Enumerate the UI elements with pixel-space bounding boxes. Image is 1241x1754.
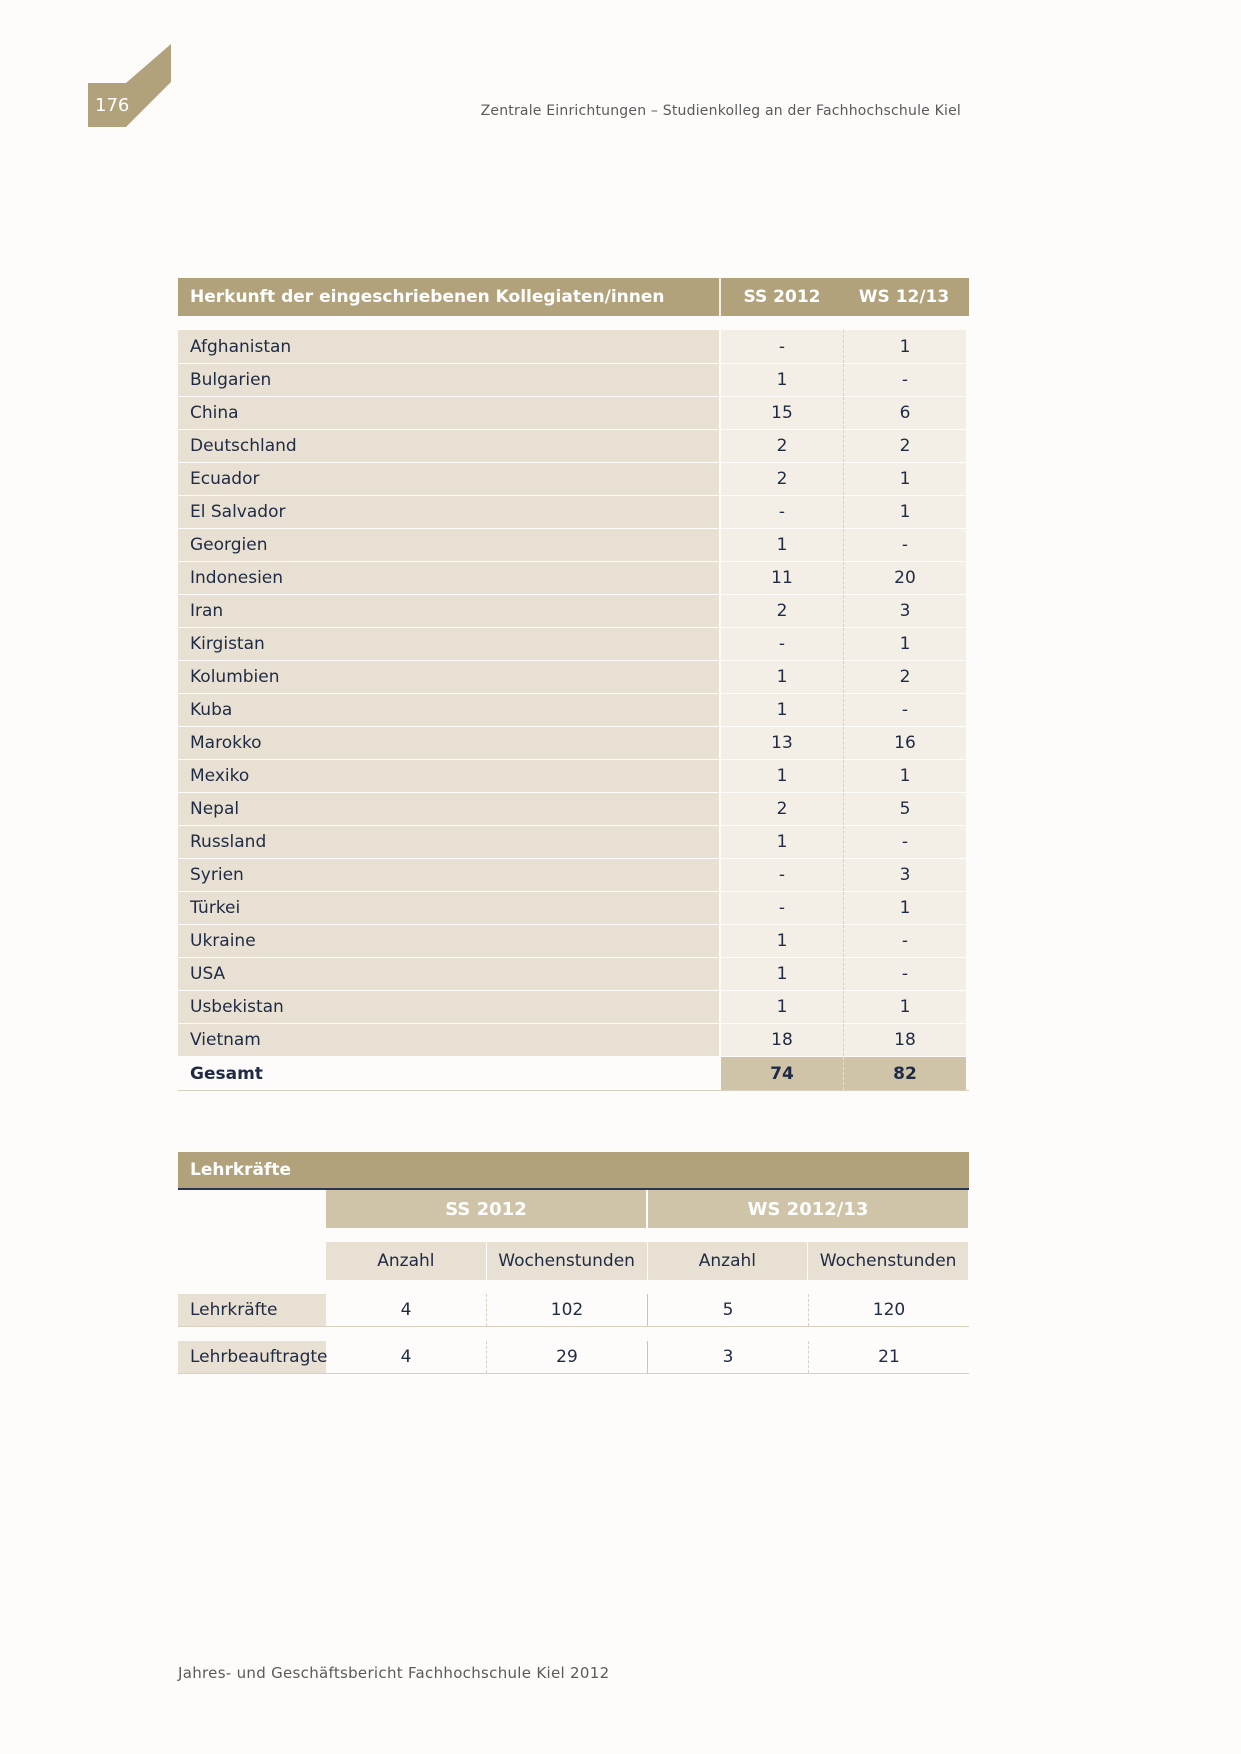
ss-value: 2: [721, 793, 844, 825]
row-label: Lehrkräfte: [178, 1294, 326, 1326]
ss-value: 2: [721, 430, 844, 462]
table-row: [178, 364, 969, 397]
ss-value: 1: [721, 661, 844, 693]
teachers-table-title: Lehrkräfte: [178, 1152, 969, 1190]
table-row: [178, 430, 969, 463]
country-name: USA: [178, 958, 721, 990]
ws-value: 1: [844, 463, 966, 495]
ws-value: 2: [844, 430, 966, 462]
table-row: [178, 463, 969, 496]
country-name: Nepal: [178, 793, 721, 825]
period-header: WS 2012/13: [648, 1190, 968, 1228]
ws-value: 3: [844, 595, 966, 627]
ss-value: 1: [721, 529, 844, 561]
origin-table: [178, 278, 969, 1091]
country-name: Mexiko: [178, 760, 721, 792]
table-row: [178, 397, 969, 430]
table-row: [178, 826, 969, 859]
country-name: Iran: [178, 595, 721, 627]
total-ws: 82: [844, 1057, 966, 1090]
country-name: China: [178, 397, 721, 429]
ws-value: -: [844, 694, 966, 726]
country-name: El Salvador: [178, 496, 721, 528]
table-cell: 120: [872, 1300, 906, 1320]
table-row: [178, 925, 969, 958]
column-header-ss2012: SS 2012: [743, 287, 821, 307]
table-cell: 5: [648, 1294, 809, 1326]
country-name: Syrien: [178, 859, 721, 891]
ss-value: 13: [721, 727, 844, 759]
ws-value: 1: [844, 628, 966, 660]
ws-value: 1: [844, 330, 966, 363]
running-header: Zentrale Einrichtungen – Studienkolleg an der Fachhochschule Kiel: [480, 103, 961, 119]
ws-value: 3: [844, 859, 966, 891]
total-ss: 74: [721, 1057, 844, 1090]
table-row: [178, 958, 969, 991]
table-row: [178, 892, 969, 925]
ss-value: 11: [721, 562, 844, 594]
table-cell: 102: [487, 1294, 648, 1326]
country-name: Deutschland: [178, 430, 721, 462]
ws-value: -: [844, 958, 966, 990]
ws-value: 18: [844, 1024, 966, 1056]
ws-value: -: [844, 364, 966, 396]
ss-value: 1: [721, 925, 844, 957]
table-row: [178, 793, 969, 826]
ss-value: 2: [721, 463, 844, 495]
country-name: Kuba: [178, 694, 721, 726]
ws-value: 1: [844, 760, 966, 792]
row-label: Lehrbeauftragte: [178, 1341, 326, 1373]
table-row: [178, 859, 969, 892]
ss-value: 18: [721, 1024, 844, 1056]
table-row: [178, 760, 969, 793]
origin-table-body: [178, 330, 969, 1057]
table-cell: 3: [648, 1341, 809, 1373]
table-row: [178, 991, 969, 1024]
ss-value: -: [721, 330, 844, 363]
page-number: 176: [95, 95, 130, 116]
origin-table-header: [178, 278, 969, 316]
country-name: Russland: [178, 826, 721, 858]
table-row: [178, 694, 969, 727]
table-row: [178, 529, 969, 562]
table-row: [178, 1341, 969, 1374]
total-label: Gesamt: [178, 1057, 721, 1090]
ws-value: -: [844, 529, 966, 561]
table-row: [178, 727, 969, 760]
ss-value: 15: [721, 397, 844, 429]
table-row: [178, 330, 969, 364]
ws-value: -: [844, 925, 966, 957]
table-row: [178, 562, 969, 595]
ws-value: 20: [844, 562, 966, 594]
table-row: [178, 628, 969, 661]
page-corner-tab: [0, 0, 180, 140]
ws-value: 1: [844, 496, 966, 528]
country-name: Marokko: [178, 727, 721, 759]
subheader-cell: Anzahl: [326, 1242, 487, 1280]
subheader-row: [326, 1242, 969, 1280]
ss-value: 1: [721, 364, 844, 396]
ws-value: 16: [844, 727, 966, 759]
ss-value: 1: [721, 958, 844, 990]
ss-value: 1: [721, 826, 844, 858]
subheader-cell: Wochenstunden: [808, 1242, 969, 1280]
table-row: [178, 496, 969, 529]
table-row: [178, 1024, 969, 1057]
ws-value: 2: [844, 661, 966, 693]
ws-value: 1: [844, 892, 966, 924]
country-name: Kolumbien: [178, 661, 721, 693]
country-name: Ukraine: [178, 925, 721, 957]
origin-table-total-row: [178, 1057, 969, 1091]
table-cell: 4: [326, 1294, 487, 1326]
country-name: Vietnam: [178, 1024, 721, 1056]
country-name: Georgien: [178, 529, 721, 561]
period-header: SS 2012: [326, 1190, 648, 1228]
ws-value: -: [844, 826, 966, 858]
table-row: [178, 1294, 969, 1327]
column-header-ws1213: WS 12/13: [858, 287, 950, 307]
table-row: [178, 661, 969, 694]
table-cell: 4: [326, 1341, 487, 1373]
country-name: Indonesien: [178, 562, 721, 594]
period-header-row: [326, 1190, 969, 1228]
table-cell: 29: [487, 1341, 648, 1373]
page-footer: Jahres- und Geschäftsbericht Fachhochschule Kiel 2012: [178, 1664, 610, 1682]
ws-value: 6: [844, 397, 966, 429]
ss-value: 1: [721, 694, 844, 726]
country-name: Bulgarien: [178, 364, 721, 396]
table-cell: 21: [878, 1347, 900, 1367]
ss-value: -: [721, 496, 844, 528]
country-name: Usbekistan: [178, 991, 721, 1023]
country-name: Kirgistan: [178, 628, 721, 660]
ss-value: -: [721, 892, 844, 924]
subheader-cell: Anzahl: [648, 1242, 809, 1280]
ss-value: 1: [721, 991, 844, 1023]
origin-table-title: Herkunft der eingeschriebenen Kollegiaten/innen: [178, 278, 721, 316]
teachers-table: [178, 1152, 969, 1374]
ss-value: 1: [721, 760, 844, 792]
subheader-cell: Wochenstunden: [487, 1242, 648, 1280]
ss-value: -: [721, 628, 844, 660]
country-name: Afghanistan: [178, 330, 721, 363]
country-name: Türkei: [178, 892, 721, 924]
ss-value: -: [721, 859, 844, 891]
table-row: [178, 595, 969, 628]
country-name: Ecuador: [178, 463, 721, 495]
ws-value: 5: [844, 793, 966, 825]
ws-value: 1: [844, 991, 966, 1023]
ss-value: 2: [721, 595, 844, 627]
